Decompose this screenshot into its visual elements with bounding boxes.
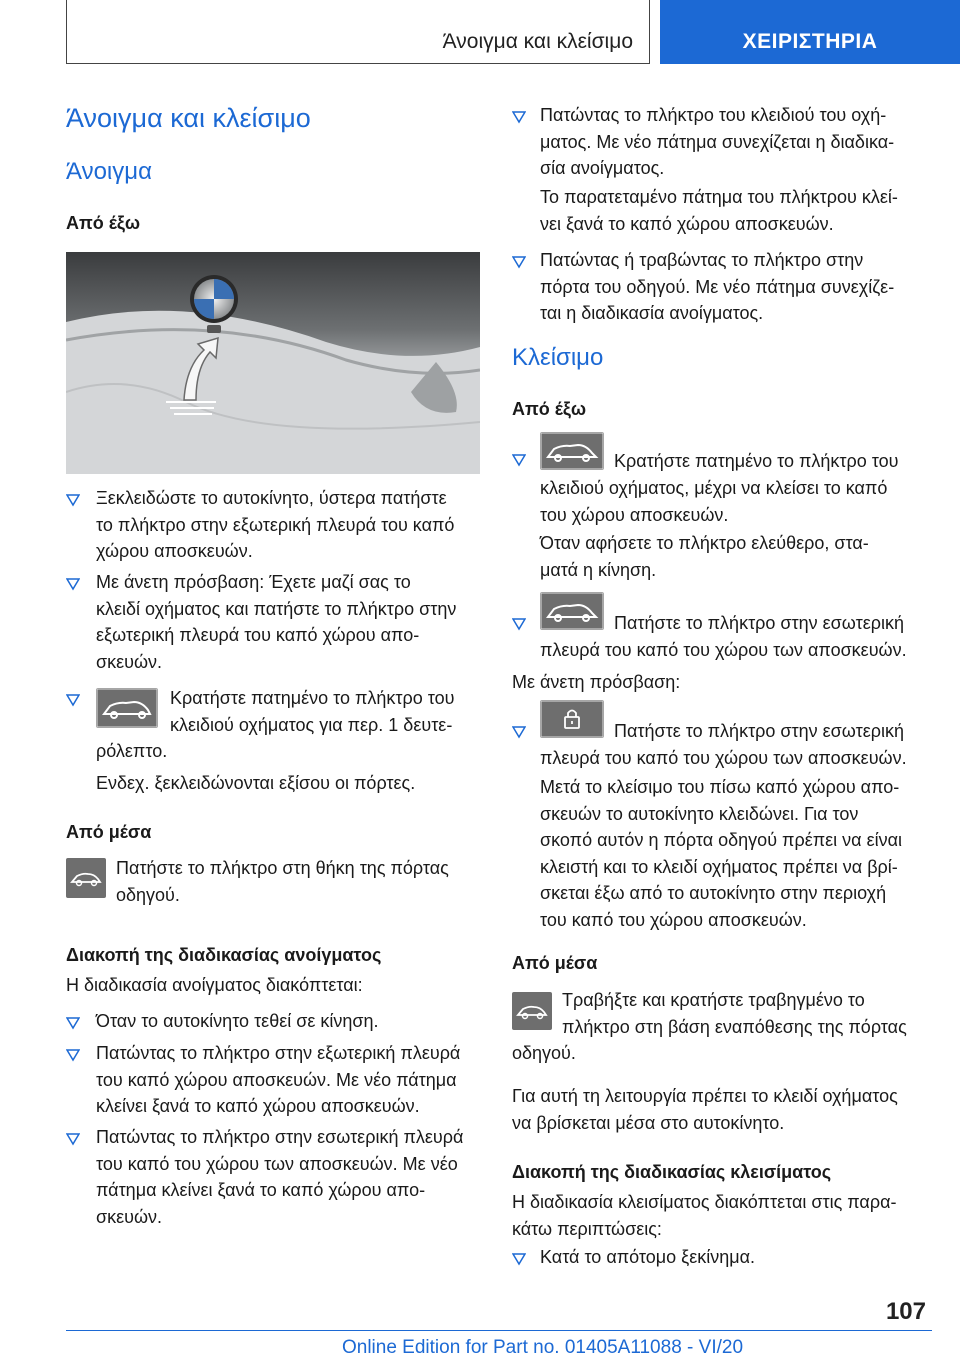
header-chapter-label: ΧΕΙΡΙΣΤΗΡΙΑ	[742, 30, 878, 53]
heading-opening: Άνοιγμα	[66, 158, 152, 185]
note-vehicle-locks	[540, 774, 902, 933]
text-line: χώρου αποσκευών.	[96, 541, 253, 561]
text-line: Για αυτή τη λειτουργία πρέπει το κλειδί οχήματος	[512, 1086, 898, 1106]
interrupt-intro	[512, 1189, 896, 1242]
text-line: πλήκτρο στη βάση εναπόθεσης της πόρτας	[562, 1016, 907, 1037]
subheading-interrupt-closing: Διακοπή της διαδικασίας κλεισίματος	[512, 1162, 832, 1182]
text-line: Ξεκλειδώστε το αυτοκίνητο, ύστερα πατήστε	[96, 488, 447, 508]
text-line: Με άνετη πρόσβαση: Έχετε μαζί σας το	[96, 572, 411, 592]
bullet-triangle-icon	[66, 693, 80, 707]
door-trunk-button-icon	[66, 858, 106, 898]
bullet-triangle-icon	[66, 577, 80, 591]
trunk-button-photo	[66, 252, 480, 474]
bullet-vehicle-moving: Όταν το αυτοκίνητο τεθεί σε κίνηση.	[96, 1011, 379, 1031]
text-line: το πλήκτρο στην εξωτερική πλευρά του καπό	[96, 514, 455, 535]
text-line: κλειδί οχήματος και πατήστε το πλήκτρο στην	[96, 598, 457, 619]
inside-instructions	[562, 987, 907, 1040]
comfort-access-label: Με άνετη πρόσβαση:	[512, 672, 681, 692]
text-line: Πατώντας το πλήκτρο στην εσωτερική πλευρά	[96, 1127, 464, 1147]
text-line: οδηγού.	[512, 1043, 576, 1063]
text-line: του καπό του χώρου των αποσκευών. Με νέο	[96, 1153, 458, 1174]
text-line: εξωτερική πλευρά του καπό χώρου απο-	[96, 625, 420, 645]
bullet-comfort-access	[96, 569, 456, 675]
text-line: ρόλεπτο.	[96, 741, 168, 761]
header-section-box	[66, 0, 650, 64]
bullet-triangle-icon	[512, 1252, 526, 1266]
text-line: Η διαδικασία κλεισίματος διακόπτεται στις παρα-	[512, 1192, 897, 1212]
text-line: πόρτα του οδηγού. Με νέο πάτημα συνεχίζε-	[540, 276, 895, 297]
text-line: του καπό χώρου αποσκευών. Με νέο πάτημα	[96, 1069, 457, 1090]
bullet-triangle-icon	[512, 110, 526, 124]
text-line: του καπό του χώρου αποσκευών.	[540, 909, 807, 930]
text-line: Πατήστε το πλήκτρο στη θήκη της πόρτας	[116, 858, 449, 878]
text-line: σκευών.	[96, 651, 163, 672]
bullet-hold-until-closed	[540, 475, 887, 528]
text-line: να βρίσκεται μέσα στο αυτοκίνητο.	[512, 1112, 785, 1133]
bullet-triangle-icon	[66, 493, 80, 507]
text-line: νει ξανά το καπό χώρου αποσκευών.	[540, 213, 834, 234]
bullet-hold-key-button	[170, 685, 454, 738]
page-title: Άνοιγμα και κλείσιμο	[66, 103, 311, 133]
bullet-triangle-icon	[66, 1132, 80, 1146]
interrupt-intro: Η διαδικασία ανοίγματος διακόπτεται:	[66, 975, 363, 995]
text-line: ματά η κίνηση.	[540, 559, 657, 580]
bullet-driver-door-button	[540, 247, 894, 327]
subheading-from-inside: Από μέσα	[512, 953, 598, 973]
bullet-triangle-icon	[66, 1048, 80, 1062]
text-line: Το παρατεταμένο πάτημα του πλήκτρου κλεί-	[540, 187, 898, 207]
key-trunk-button-icon	[96, 688, 158, 728]
note-long-press	[540, 184, 898, 237]
bullet-unlock-then-press	[96, 485, 454, 565]
lock-button-icon	[540, 700, 604, 738]
bullet-key-button	[540, 102, 894, 182]
bullet-triangle-icon	[512, 617, 526, 631]
text-line: του χώρου αποσκευών.	[540, 504, 729, 525]
text-line: Πατώντας το πλήκτρο του κλειδιού του οχή-	[540, 105, 887, 125]
text-line: Όταν αφήσετε το πλήκτρο ελεύθερο, στα-	[540, 533, 869, 553]
bullet-triangle-icon	[512, 255, 526, 269]
text-line: Πατώντας ή τραβώντας το πλήκτρο στην	[540, 250, 864, 270]
bullet-inside-button-again	[96, 1124, 463, 1230]
footer-edition	[0, 1337, 960, 1359]
header-section-title: Άνοιγμα και κλείσιμο	[442, 30, 633, 53]
subheading-from-outside: Από έξω	[66, 213, 141, 233]
inside-instructions	[116, 855, 449, 908]
page-number: 107	[885, 1298, 926, 1325]
bullet-triangle-icon	[66, 1016, 80, 1030]
footer-divider	[66, 1330, 932, 1331]
subheading-interrupt-opening: Διακοπή της διαδικασίας ανοίγματος	[66, 945, 382, 965]
text-line: κλειδιού οχήματος, μέχρι να κλείσει το καπό	[540, 478, 888, 498]
heading-closing: Κλείσιμο	[512, 344, 604, 371]
bullet-sudden-start: Κατά το απότομο ξεκίνημα.	[540, 1247, 756, 1267]
key-trunk-button-icon	[540, 432, 604, 470]
text-line: οδηγού.	[116, 884, 180, 905]
text-line: σκοπό αυτόν η πόρτα οδηγού πρέπει να είναι	[540, 830, 902, 850]
bullet-triangle-icon	[512, 725, 526, 739]
text-line: Πατήστε το πλήκτρο στην εσωτερική	[614, 721, 904, 741]
subheading-from-inside: Από μέσα	[66, 822, 152, 842]
footer-edition-text: Online Edition for Part no. 01405A11088 - VI/20	[341, 1337, 744, 1358]
note-release-stops	[540, 530, 869, 583]
text-line: ται η διαδικασία ανοίγματος.	[540, 303, 764, 323]
text-line: Κρατήστε πατημένο το πλήκτρο του	[170, 688, 455, 708]
text-line: κλειστή και το κλειδί οχήματος πρέπει να βρί-	[540, 856, 898, 877]
text-line: πάτημα κλείνει ξανά το καπό χώρου απο-	[96, 1180, 426, 1200]
text-line: σκευών.	[96, 1206, 163, 1227]
subheading-from-outside: Από έξω	[512, 399, 587, 419]
text-line: σκεται έξω από το αυτοκίνητο στην περιοχή	[540, 883, 887, 903]
text-line: Μετά το κλείσιμο του πίσω καπό χώρου απο-	[540, 777, 900, 797]
trunk-close-button-icon	[540, 592, 604, 630]
bullet-outside-button-again	[96, 1040, 460, 1120]
text-line: Πατήστε το πλήκτρο στην εσωτερική	[614, 613, 904, 633]
header-chapter-tab[interactable]	[660, 0, 960, 64]
text-line: Πατώντας το πλήκτρο στην εξωτερική πλευρά	[96, 1043, 461, 1063]
bullet-triangle-icon	[512, 453, 526, 467]
text-line: σία ανοίγματος.	[540, 158, 665, 178]
text-line: πλευρά του καπό του χώρου των αποσκευών.	[540, 748, 907, 768]
text-line: κλείνει ξανά το καπό χώρου αποσκευών.	[96, 1096, 420, 1116]
text-line: Κρατήστε πατημένο το πλήκτρο του	[614, 451, 899, 471]
text-line: κάτω περιπτώσεις:	[512, 1218, 662, 1239]
note-doors-unlock: Ενδεχ. ξεκλειδώνονται εξίσου οι πόρτες.	[96, 773, 416, 793]
text-line: Τραβήξτε και κρατήστε τραβηγμένο το	[562, 990, 865, 1010]
text-line: ματος. Με νέο πάτημα συνεχίζεται η διαδικα-	[540, 131, 895, 152]
note-key-inside	[512, 1083, 898, 1136]
text-line: κλειδιού οχήματος για περ. 1 δευτε-	[170, 714, 453, 735]
door-trunk-button-icon	[512, 992, 552, 1030]
text-line: πλευρά του καπό του χώρου των αποσκευών.	[540, 640, 907, 660]
text-line: σκευών το αυτοκίνητο κλειδώνει. Για τον	[540, 803, 859, 824]
